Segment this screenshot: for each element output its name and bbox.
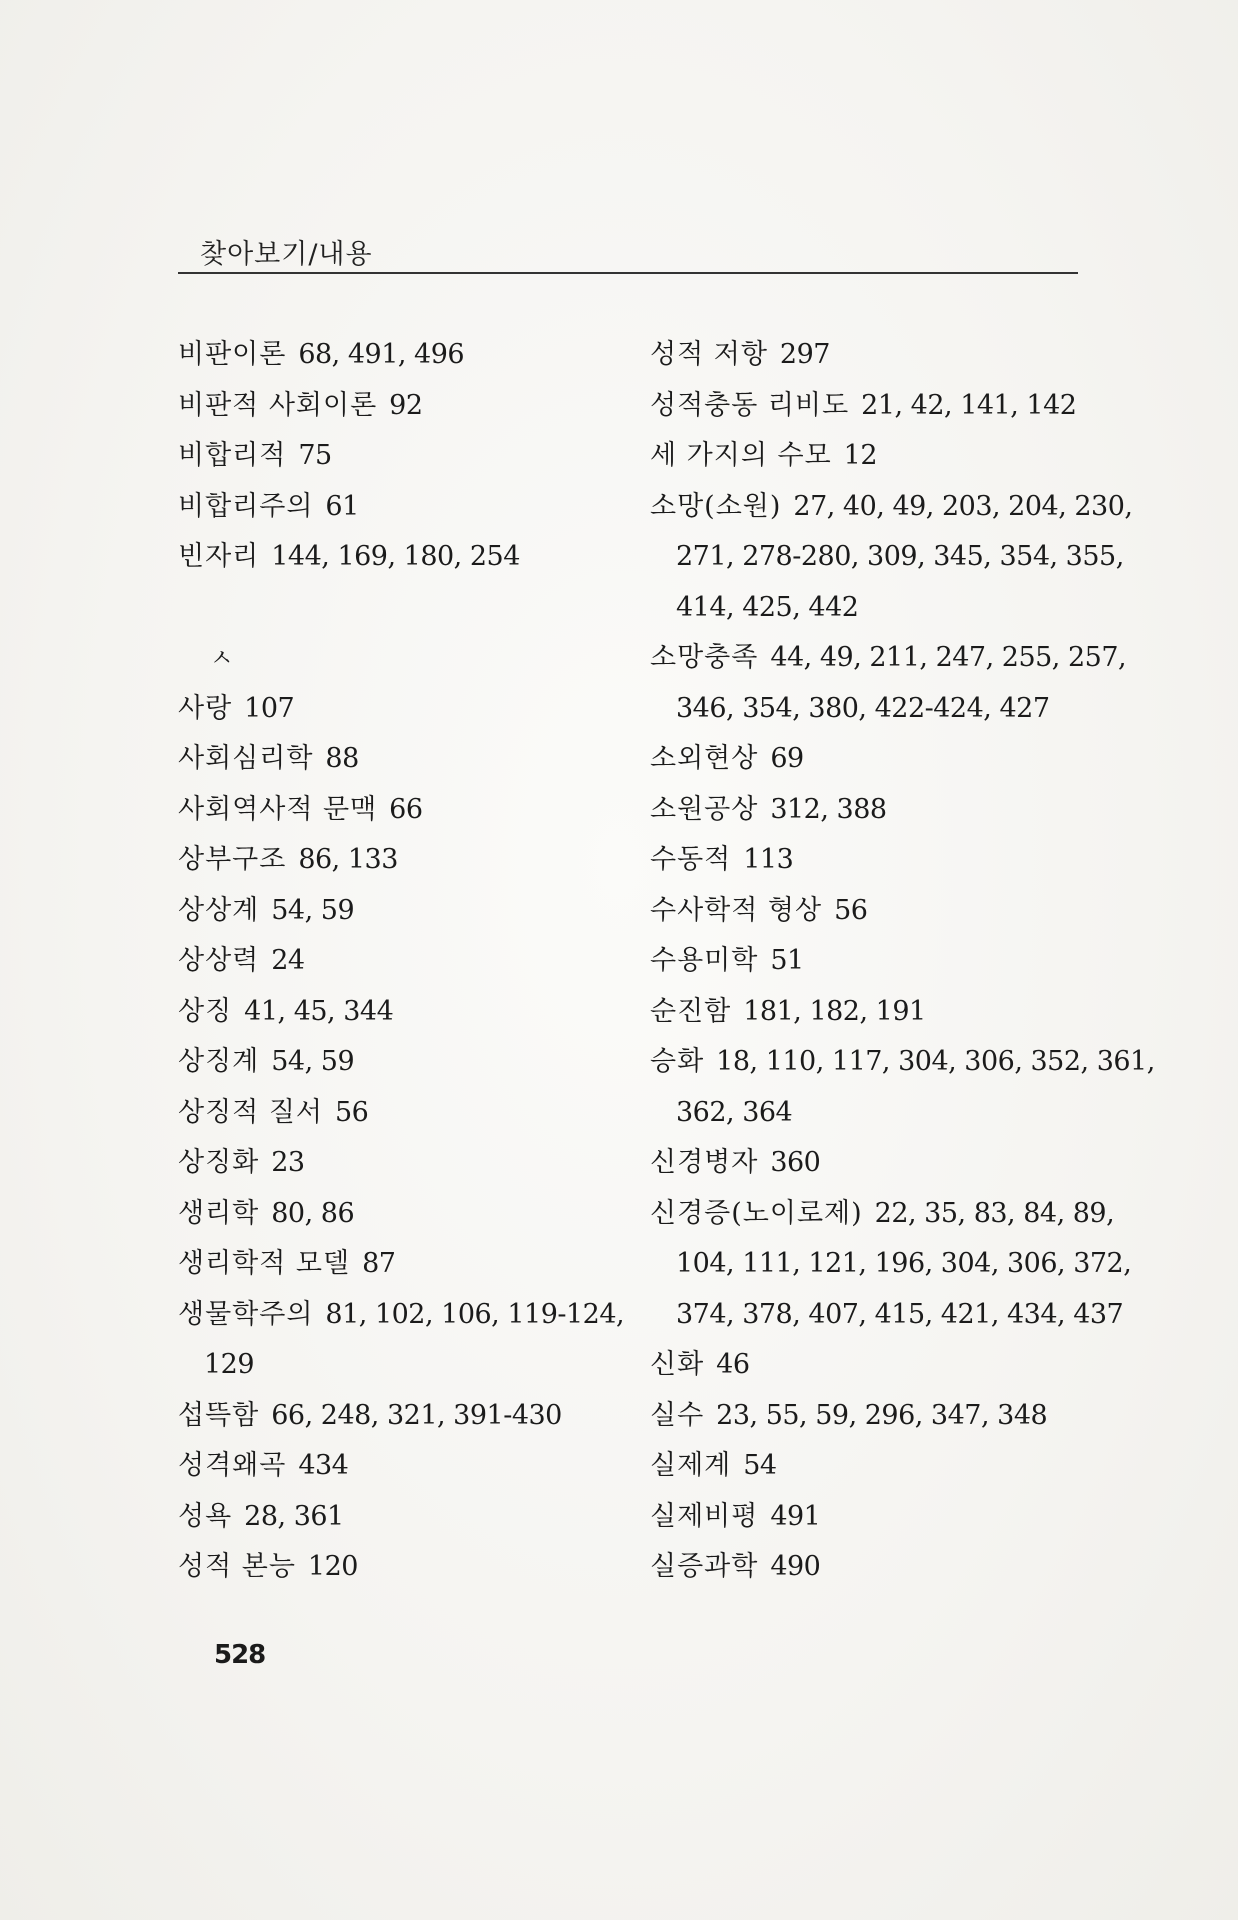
index-column-left: [178, 330, 638, 1593]
index-entry: 상상력 24: [178, 945, 305, 976]
index-entry: 성욕 28, 361: [178, 1500, 344, 1532]
index-entry: 생리학 80, 86: [178, 1197, 355, 1229]
index-entry-continuation: 129: [204, 1349, 255, 1380]
index-entry-continuation: 362, 364: [676, 1096, 793, 1128]
index-entry-continuation: 374, 378, 407, 415, 421, 434, 437: [676, 1298, 1124, 1330]
running-head: 찾아보기/내용: [200, 239, 373, 270]
index-entry-continuation: 346, 354, 380, 422-424, 427: [676, 692, 1050, 724]
index-entry: 비합리적 75: [178, 440, 332, 471]
index-entry: 상징계 54, 59: [178, 1046, 355, 1077]
index-entry: 비판적 사회이론 92: [178, 389, 423, 421]
index-entry: 섭뜩함 66, 248, 321, 391-430: [178, 1399, 562, 1431]
index-entry-continuation: 414, 425, 442: [676, 591, 859, 623]
index-entry: 신화 46: [650, 1349, 750, 1380]
index-entry: 신경증(노이로제) 22, 35, 83, 84, 89,: [650, 1197, 1115, 1229]
page-number: 528: [214, 1640, 266, 1670]
index-entry: 비합리주의 61: [178, 490, 359, 522]
index-entry: 빈자리 144, 169, 180, 254: [178, 541, 520, 572]
index-entry: 수사학적 형상 56: [650, 894, 868, 926]
index-entry: 소외현상 69: [650, 743, 804, 774]
index-entry: 생물학주의 81, 102, 106, 119-124,: [178, 1298, 625, 1330]
index-entry: 상징화 23: [178, 1147, 305, 1178]
index-entry: 수동적 113: [650, 844, 794, 875]
index-entry: 사회심리학 88: [178, 743, 359, 774]
index-entry: 성격왜곡 434: [178, 1450, 349, 1481]
index-entry: 성적 저항 297: [650, 339, 830, 370]
blank-line: [178, 583, 638, 634]
index-entry-continuation: 271, 278-280, 309, 345, 354, 355,: [676, 541, 1124, 572]
index-entry: 상상계 54, 59: [178, 894, 355, 926]
index-entry: 신경병자 360: [650, 1147, 821, 1178]
index-entry: 소망(소원) 27, 40, 49, 203, 204, 230,: [650, 490, 1133, 522]
index-entry: 수용미학 51: [650, 945, 804, 976]
index-column-right: [650, 330, 1155, 1593]
header-rule: [178, 272, 1078, 274]
index-entry: 생리학적 모델 87: [178, 1248, 396, 1279]
index-entry: 세 가지의 수모 12: [650, 440, 878, 471]
index-entry: 상징적 질서 56: [178, 1096, 369, 1128]
index-entry: 성적충동 리비도 21, 42, 141, 142: [650, 389, 1077, 421]
index-entry: 실제계 54: [650, 1450, 777, 1481]
index-entry: 소원공상 312, 388: [650, 793, 887, 825]
index-entry: 소망충족 44, 49, 211, 247, 255, 257,: [650, 642, 1127, 673]
index-entry: 승화 18, 110, 117, 304, 306, 352, 361,: [650, 1046, 1155, 1077]
index-entry-continuation: 104, 111, 121, 196, 304, 306, 372,: [676, 1248, 1132, 1279]
index-entry: 비판이론 68, 491, 496: [178, 339, 465, 370]
index-entry: 실증과학 490: [650, 1551, 821, 1582]
index-entry: 성적 본능 120: [178, 1551, 358, 1582]
index-entry: 상부구조 86, 133: [178, 844, 398, 875]
index-entry: 사회역사적 문맥 66: [178, 793, 423, 825]
index-entry: 실제비평 491: [650, 1500, 821, 1532]
section-letter: ㅅ: [210, 644, 234, 672]
index-entry: 상징 41, 45, 344: [178, 995, 394, 1027]
index-entry: 실수 23, 55, 59, 296, 347, 348: [650, 1399, 1048, 1431]
index-entry: 사랑 107: [178, 692, 295, 724]
index-entry: 순진함 181, 182, 191: [650, 995, 926, 1027]
